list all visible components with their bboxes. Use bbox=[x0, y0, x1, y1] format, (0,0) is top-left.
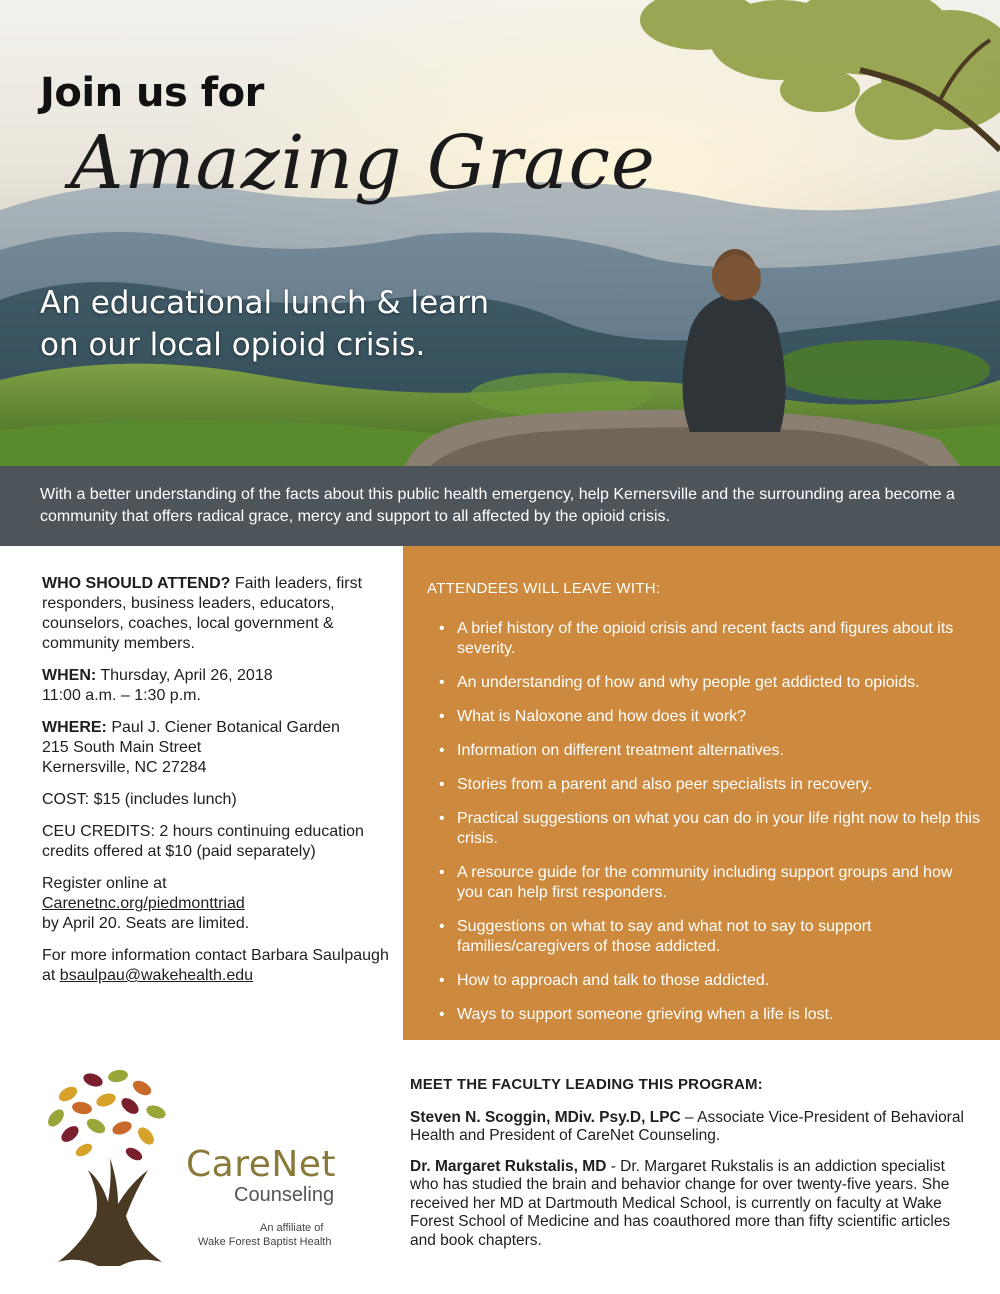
affiliate-line: An affiliate of bbox=[260, 1222, 324, 1234]
event-subtitle bbox=[40, 282, 600, 366]
where-label: WHERE: bbox=[42, 719, 107, 736]
register-block bbox=[42, 874, 392, 934]
when-block bbox=[42, 666, 392, 706]
where-place: Paul J. Ciener Botanical Garden bbox=[111, 719, 340, 736]
register-prefix: Register online at bbox=[42, 875, 167, 892]
list-item: • Ways to support someone grieving when a life is lost. bbox=[427, 1005, 980, 1025]
brand-name: CareNet bbox=[186, 1144, 337, 1185]
register-link[interactable]: Carenetnc.org/piedmonttriad bbox=[42, 895, 245, 912]
faculty-bio: - Dr. Margaret Rukstalis is an addiction specialist who has studied the brain and behavior change for over twenty-five years. She received her MD at Dartmouth Medical School, is currently on faculty at Wake Forest School of Medicine and has coauthored more than fifty scientific articles and book chapters. bbox=[410, 1157, 951, 1249]
list-item: • An understanding of how and why people get addicted to opioids. bbox=[427, 673, 980, 693]
when-time: 11:00 a.m. – 1:30 p.m. bbox=[42, 687, 201, 704]
faculty-title: MEET THE FACULTY LEADING THIS PROGRAM: bbox=[410, 1076, 763, 1093]
list-item: • Stories from a parent and also peer specialists in recovery. bbox=[427, 775, 980, 795]
who-block bbox=[42, 574, 392, 654]
contact-email-link[interactable]: bsaulpau@wakehealth.edu bbox=[59, 967, 254, 984]
contact-prefix: For more information contact Barbara Saulpaugh at bbox=[42, 947, 389, 984]
faculty-name: Dr. Margaret Rukstalis, MD bbox=[410, 1157, 607, 1175]
faculty-member bbox=[410, 1109, 970, 1146]
when-date: Thursday, April 26, 2018 bbox=[100, 667, 273, 684]
who-text: Faith leaders, first responders, business leaders, educators, counselors, coaches, local government & community members. bbox=[42, 575, 363, 652]
event-title: Amazing Grace bbox=[70, 120, 656, 206]
attendees-list bbox=[427, 619, 980, 1025]
intro-text: With a better understanding of the facts about this public health emergency, help Kernersville and the surrounding area become a community that offers radical grace, mercy and support to all affected by the opioid crisis. bbox=[40, 486, 955, 525]
tree-hands-icon bbox=[38, 1066, 188, 1266]
faculty-name: Steven N. Scoggin, MDiv. Psy.D, LPC bbox=[410, 1108, 681, 1126]
hero-section bbox=[0, 0, 1000, 466]
list-item: • A resource guide for the community including support groups and how you can help first responders. bbox=[427, 863, 980, 903]
join-heading: Join us for bbox=[40, 70, 264, 116]
list-item: • How to approach and talk to those addicted. bbox=[427, 971, 980, 991]
affiliate-line: Wake Forest Baptist Health bbox=[198, 1236, 332, 1248]
intro-banner bbox=[0, 466, 1000, 546]
where-block bbox=[42, 718, 392, 778]
subtitle-line: An educational lunch & learn bbox=[40, 285, 490, 321]
subtitle-line: on our local opioid crisis. bbox=[40, 327, 426, 363]
register-suffix: by April 20. Seats are limited. bbox=[42, 915, 250, 932]
list-item: • Practical suggestions on what you can do in your life right now to help this crisis. bbox=[427, 809, 980, 849]
faculty-member bbox=[410, 1158, 970, 1251]
where-city: Kernersville, NC 27284 bbox=[42, 759, 207, 776]
list-item: • A brief history of the opioid crisis and recent facts and figures about its severity. bbox=[427, 619, 980, 659]
faculty-section bbox=[410, 1076, 970, 1262]
where-street: 215 South Main Street bbox=[42, 739, 202, 756]
list-item: • Suggestions on what to say and what not to say to support families/caregivers of those addicted. bbox=[427, 917, 980, 957]
attendees-panel bbox=[403, 546, 1000, 1040]
when-label: WHEN: bbox=[42, 667, 97, 684]
list-item: • What is Naloxone and how does it work? bbox=[427, 707, 980, 727]
carenet-logo bbox=[38, 1066, 368, 1266]
faculty-bio: – Associate Vice-President of Behavioral Health and President of CareNet Counseling. bbox=[410, 1108, 964, 1144]
cost-text: COST: $15 (includes lunch) bbox=[42, 791, 237, 808]
contact-block bbox=[42, 946, 392, 986]
who-label: WHO SHOULD ATTEND? bbox=[42, 575, 231, 592]
event-details bbox=[42, 574, 392, 998]
list-item: • Information on different treatment alternatives. bbox=[427, 741, 980, 761]
ceu-text: CEU CREDITS: 2 hours continuing education credits offered at $10 (paid separately) bbox=[42, 823, 364, 860]
brand-subname: Counseling bbox=[234, 1184, 335, 1206]
attendees-title: ATTENDEES WILL LEAVE WITH: bbox=[427, 580, 661, 597]
